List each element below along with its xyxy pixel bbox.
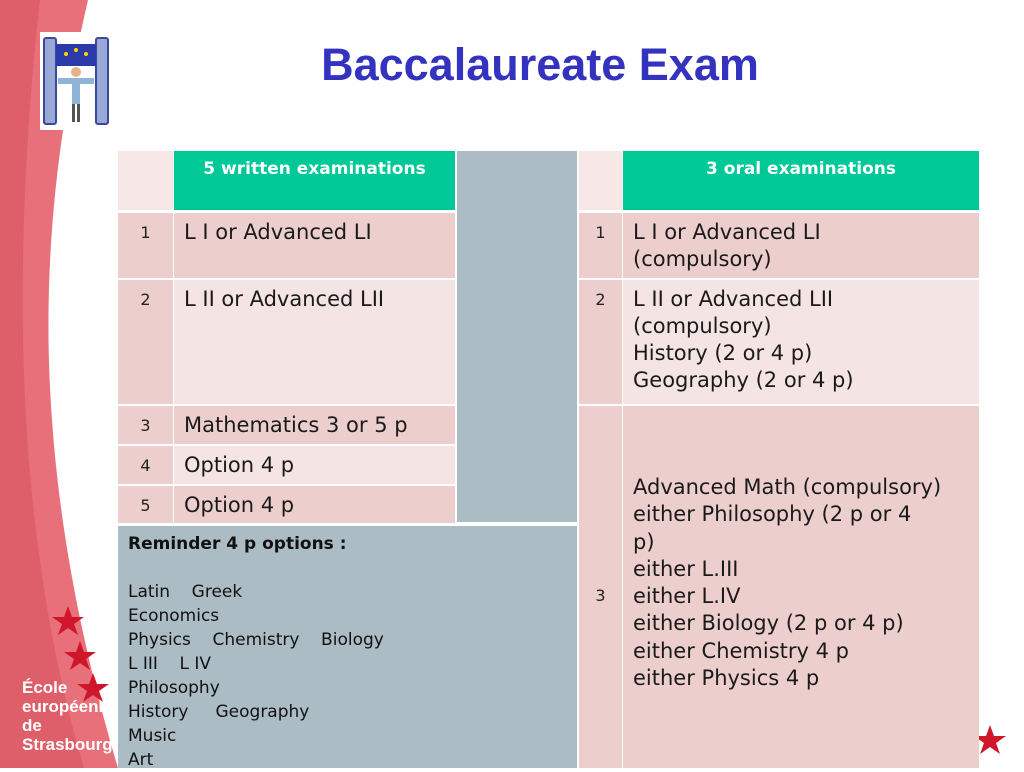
reminder-option-line: Art [128,750,154,770]
oral-subject-line: Geography (2 or 4 p) [633,368,854,392]
written-row-number: 4 [118,446,173,484]
oral-subject-line: either Physics 4 p [633,666,820,691]
school-emblem-logo [40,32,112,130]
oral-row-number-cell [579,406,622,768]
oral-subject-line: p) [633,529,655,554]
written-row-number: 3 [118,406,173,444]
oral-subject-line: History (2 or 4 p) [633,341,813,365]
reminder-option-line: Economics [128,606,220,626]
school-logo-text [22,678,119,754]
oral-subject-line: either Biology (2 p or 4 p) [633,611,904,636]
oral-header: 3 oral examinations [623,151,979,210]
oral-subject-line: either L.III [633,556,739,581]
oral-header-blank [579,151,622,210]
reminder-option-line: History Geography [128,702,310,722]
written-row-subject: Mathematics 3 or 5 p [174,406,455,444]
oral-row-subject [623,280,979,404]
reminder-option-line: Physics Chemistry Biology [128,630,384,650]
written-row-subject: L II or Advanced LII [174,280,455,404]
written-header-blank [118,151,173,210]
oral-subject-line: (compulsory) [633,247,772,271]
reminder-title: Reminder 4 p options : [128,534,347,554]
written-row-number: 1 [118,213,173,278]
reminder-box [118,526,577,768]
reminder-option-line: Latin Greek [128,582,243,602]
reminder-option-line: Philosophy [128,678,220,698]
oral-row-subject [623,406,979,768]
written-row-subject: Option 4 p [174,486,455,523]
written-row-number: 5 [118,486,173,523]
reminder-option-line: Music [128,726,177,746]
oral-subject-line: Advanced Math (compulsory) [633,475,942,499]
school-logo-line: de Strasbourg [22,716,113,754]
oral-row-number: 2 [579,280,622,404]
written-row-number: 2 [118,280,173,404]
oral-subject-line: either Philosophy (2 p or 4 [633,502,912,527]
school-logo-line: européenne [22,697,119,716]
oral-subject-line: (compulsory) [633,314,772,338]
oral-row-subject [623,213,979,278]
school-logo-line: École [22,678,68,697]
oral-subject-line: either L.IV [633,584,741,609]
written-row-subject: L I or Advanced LI [174,213,455,278]
slide-title: Baccalaureate Exam [321,39,759,90]
oral-subject-line: either Chemistry 4 p [633,638,849,663]
written-header: 5 written examinations [174,151,455,210]
written-row-subject: Option 4 p [174,446,455,484]
reminder-option-line: L III L IV [128,654,212,674]
oral-row-number: 3 [595,586,606,605]
spacer-column [457,151,577,522]
oral-subject-line: L II or Advanced LII [633,287,834,311]
oral-row-number: 1 [579,213,622,278]
oral-subject-line: L I or Advanced LI [633,220,821,244]
